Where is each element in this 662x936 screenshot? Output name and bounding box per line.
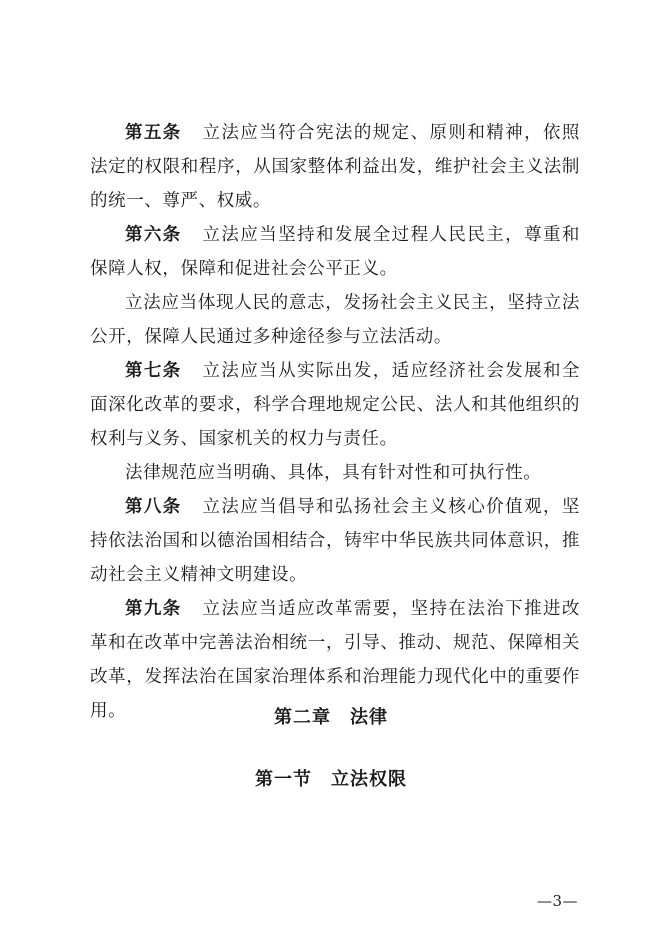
article-text: 立法应当坚持和发展全过程人民民主，尊重和保障人权，保障和促进社会公平正义。 xyxy=(90,225,581,279)
article-6-paragraph xyxy=(90,218,580,286)
article-number: 第六条 xyxy=(125,225,182,245)
article-text: 立法应当从实际出发，适应经济社会发展和全面深化改革的要求，科学合理地规定公民、法人和其他组织的权利与义务、国家机关的权力与责任。 xyxy=(90,361,581,449)
article-7-paragraph xyxy=(90,354,580,456)
article-text: 立法应当适应改革需要，坚持在法治下推进改革和在改革中完善法治相统一，引导、推动、规范、保障相关改革，发挥法治在国家治理体系和治理能力现代化中的重要作用。 xyxy=(90,599,581,721)
article-number: 第九条 xyxy=(125,599,182,619)
article-text: 立法应当倡导和弘扬社会主义核心价值观，坚持依法治国和以德治国相结合，铸牢中华民族共同体意识，推动社会主义精神文明建设。 xyxy=(90,497,581,585)
page-number: —3— xyxy=(536,892,578,910)
chapter-heading: 第二章 法律 xyxy=(274,707,388,728)
article-5-paragraph xyxy=(90,116,580,218)
article-number: 第八条 xyxy=(125,497,182,517)
article-text: 立法应当体现人民的意志，发扬社会主义民主，坚持立法公开，保障人民通过多种途径参与立法活动。 xyxy=(90,293,580,347)
article-text: 法律规范应当明确、具体，具有针对性和可执行性。 xyxy=(125,463,542,483)
article-8-paragraph xyxy=(90,490,580,592)
article-number: 第五条 xyxy=(125,123,182,143)
article-text: 立法应当符合宪法的规定、原则和精神，依照法定的权限和程序，从国家整体利益出发，维护社会主义法制的统一、尊严、权威。 xyxy=(90,123,581,211)
article-number: 第七条 xyxy=(125,361,182,381)
section-heading: 第一节 立法权限 xyxy=(255,769,407,790)
article-6-continuation-paragraph xyxy=(90,286,580,354)
article-7-continuation-paragraph xyxy=(90,456,580,490)
